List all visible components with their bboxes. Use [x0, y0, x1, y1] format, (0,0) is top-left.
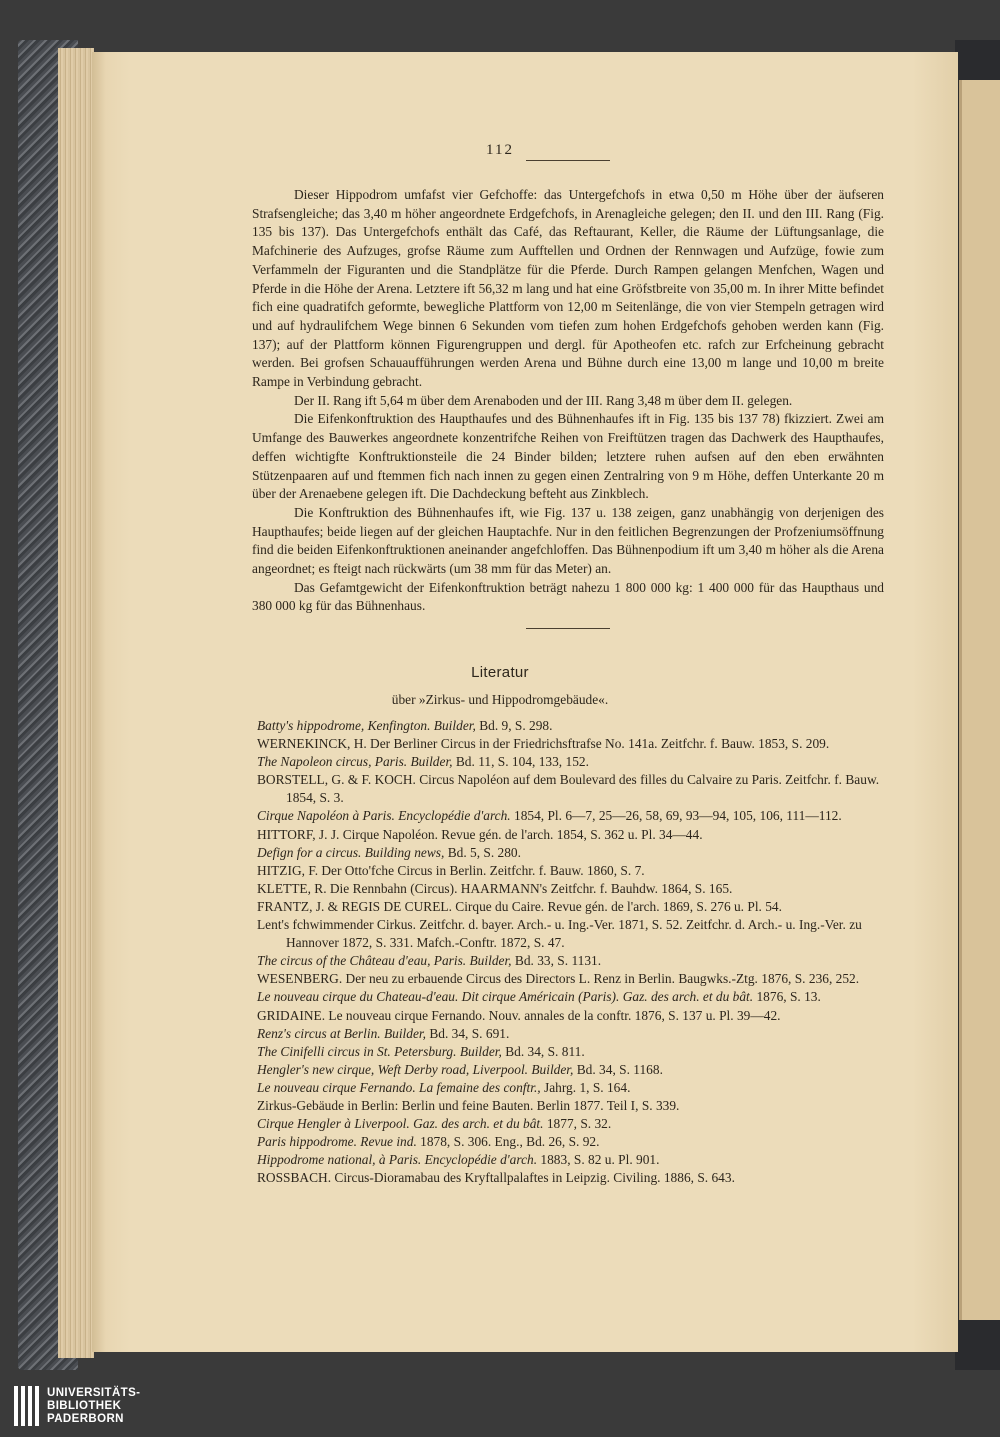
reference-item: Batty's hippodrome, Kenfington. Builder, Bd. 9, S. 298.	[257, 718, 553, 733]
literature-subtitle: über »Zirkus- und Hippodromgebäude«.	[391, 692, 609, 707]
library-logo	[14, 1386, 140, 1426]
reference-item: ROSSBACH. Circus-Dioramabau des Kryftallpalaftes in Leipzig. Civiling. 1886, S. 643.	[257, 1170, 735, 1186]
library-logo-icon	[14, 1386, 39, 1426]
reference-item: The Cinifelli circus in St. Petersburg. Builder, Bd. 34, S. 811.	[257, 1043, 585, 1059]
library-logo-text: UNIVERSITÄTS- BIBLIOTHEK PADERBORN	[47, 1386, 141, 1425]
body-text	[252, 186, 884, 616]
reference-item: Renz's circus at Berlin. Builder, Bd. 34, S. 691.	[257, 1025, 510, 1041]
reference-item: WERNEKINCK, H. Der Berliner Circus in der Friedrichsftrafse No. 141a. Zeitfchr. f. Bauw. 1853, S. 209.	[257, 736, 830, 752]
reference-item: Defign for a circus. Building news, Bd. 5, S. 280.	[257, 844, 521, 860]
reference-item: FRANTZ, J. & REGIS DE CUREL. Cirque du Caire. Revue gén. de l'arch. 1869, S. 276 u. Pl. 54.	[257, 898, 782, 914]
reference-list	[257, 717, 885, 1187]
reference-item: Hengler's new cirque, Weft Derby road, Liverpool. Builder, Bd. 34, S. 1168.	[257, 1061, 663, 1077]
paragraph-buehnenhaus: Die Konftruktion des Bühnenhaufes ift, wie Fig. 137 u. 138 zeigen, ganz unabhängig von derjenigen des Haupthaufes; beide liegen auf der gleichen Hauptachfe. Nur in den feitlichen Begrenzungen der Profzeniumsöffnung find die beiden Eifenkonftruktionen aneinander angefchloffen. Das Bühnenpodium ift um 3,40 m höher als die Arena angeordnet; es fteigt nach rückwärts (um 38 mm für das Meter) an.	[252, 504, 884, 577]
reference-item: KLETTE, R. Die Rennbahn (Circus). HAARMANN's Zeitfchr. f. Bauhdw. 1864, S. 165.	[257, 880, 733, 896]
paragraph-gesamtgewicht: Das Gefamtgewicht der Eifenkonftruktion beträgt nahezu 1 800 000 kg: 1 400 000 für das Haupthaus und 380 000 kg für das Bühnenhaus.	[252, 579, 884, 614]
reference-item: HITTORF, J. J. Cirque Napoléon. Revue gén. de l'arch. 1854, S. 362 u. Pl. 34—44.	[257, 826, 703, 842]
reference-item: BORSTELL, G. & F. KOCH. Circus Napoléon auf dem Boulevard des filles du Calvaire zu Paris. Zeitfchr. f. Bauw. 1854, S. 3.	[257, 772, 880, 806]
reference-item: Hippodrome national, à Paris. Encyclopédie d'arch. 1883, S. 82 u. Pl. 901.	[257, 1152, 660, 1168]
literature-title: Literatur	[471, 664, 529, 681]
reference-item: Cirque Hengler à Liverpool. Gaz. des arch. et du bât. 1877, S. 32.	[257, 1116, 612, 1132]
reference-item: Zirkus-Gebäude in Berlin: Berlin und feine Bauten. Berlin 1877. Teil I, S. 339.	[257, 1097, 680, 1113]
page-number: 112	[486, 142, 514, 158]
paragraph-hippodrom: Dieser Hippodrom umfafst vier Gefchoffe: das Untergefchofs in etwa 0,50 m Höhe über der äufseren Strafsengleiche; das 3,40 m höher angeordnete Erdgefchofs, in Arenagleiche gelegen; den II. und den III. Rang (Fig. 135 bis 137). Das Untergefchofs enthält das Café, das Reftaurant, Keller, die Räume der Lüftungsanlage, die Mafchinerie des Aufzuges, grofse Räume zum Aufftellen und Ordnen der Rennwagen und Aufzüge, fowie zum Verfammeln der Figuranten und die Standplätze für die Pferde. Durch Rampen gelangen Menfchen, Wagen und Pferde in die Höhe der Arena. Letztere ift 56,32 m lang und hat eine Gröfstbreite von 35,00 m. In ihrer Mitte befindet fich eine quadratifch geformte, bewegliche Plattform von 12,00 m Seitenlänge, die von vier Stempeln getragen wird und auf hydraulifchem Wege binnen 6 Sekunden vom tiefen zum hohen Erdgefchofs gehoben werden kann (Fig. 137); auf der Plattform können Figurengruppen und dergl. für Apotheofen etc. rafch zur Erfcheinung gebracht werden. Bei grofsen Schauaufführungen werden Arena und Bühne durch eine 13,00 m lange und 10,00 m breite Rampe in Verbindung gebracht.	[252, 187, 884, 390]
paragraph-rang: Der II. Rang ift 5,64 m über dem Arenaboden und der III. Rang 3,48 m über dem II. gelegen.	[294, 392, 793, 408]
reference-item: Le nouveau cirque Fernando. La femaine des conftr., Jahrg. 1, S. 164.	[257, 1079, 631, 1095]
reference-item: GRIDAINE. Le nouveau cirque Fernando. Nouv. annales de la conftr. 1876, S. 137 u. Pl. 39—42.	[257, 1007, 781, 1023]
reference-item: The circus of the Château d'eau, Paris. Builder, Bd. 33, S. 1131.	[257, 953, 602, 969]
reference-item: Lent's fchwimmender Cirkus. Zeitfchr. d. bayer. Arch.- u. Ing.-Ver. 1871, S. 52. Zeitfchr. d. Arch.- u. Ing.-Ver. zu Hannover 1872, S. 331. Mafch.-Conftr. 1872, S. 47.	[257, 917, 862, 951]
section-rule	[526, 628, 610, 629]
reference-item: Le nouveau cirque du Chateau-d'eau. Dit cirque Américain (Paris). Gaz. des arch. et du bât. 1876, S. 13.	[257, 989, 821, 1005]
reference-item: The Napoleon circus, Paris. Builder, Bd. 11, S. 104, 133, 152.	[257, 754, 589, 770]
reference-item: WESENBERG. Der neu zu erbauende Circus des Directors L. Renz in Berlin. Baugwks.-Ztg. 1876, S. 236, 252.	[257, 971, 860, 987]
reference-item: Paris hippodrome. Revue ind. 1878, S. 306. Eng., Bd. 26, S. 92.	[257, 1134, 600, 1150]
reference-item: HITZIG, F. Der Otto'fche Circus in Berlin. Zeitfchr. f. Bauw. 1860, S. 7.	[257, 862, 645, 878]
reference-item: Cirque Napoléon à Paris. Encyclopédie d'arch. 1854, Pl. 6—7, 25—26, 58, 69, 93—94, 105, 106, 111—112.	[257, 808, 842, 824]
header-rule	[526, 160, 610, 161]
paragraph-eisenkonstruktion: Die Eifenkonftruktion des Haupthaufes und des Bühnenhaufes ift in Fig. 135 bis 137 78) fkizziert. Zwei am Umfange des Bauwerkes angeordnete konzentrifche Reihen von Freiftützen tragen das Dachwerk des Haupthaufes, deffen wichtigfte Konftruktionsteile die 24 Binder bilden; letztere ruhen aufsen auf den eben erwähnten Stützenpaaren auf und ftemmen fich nach innen zu gegen einen Zentralring von 9 m Höhe, deffen Unterkante 20 m über der Arenaebene gelegen ift. Die Dachdeckung befteht aus Zinkblech.	[252, 411, 884, 502]
